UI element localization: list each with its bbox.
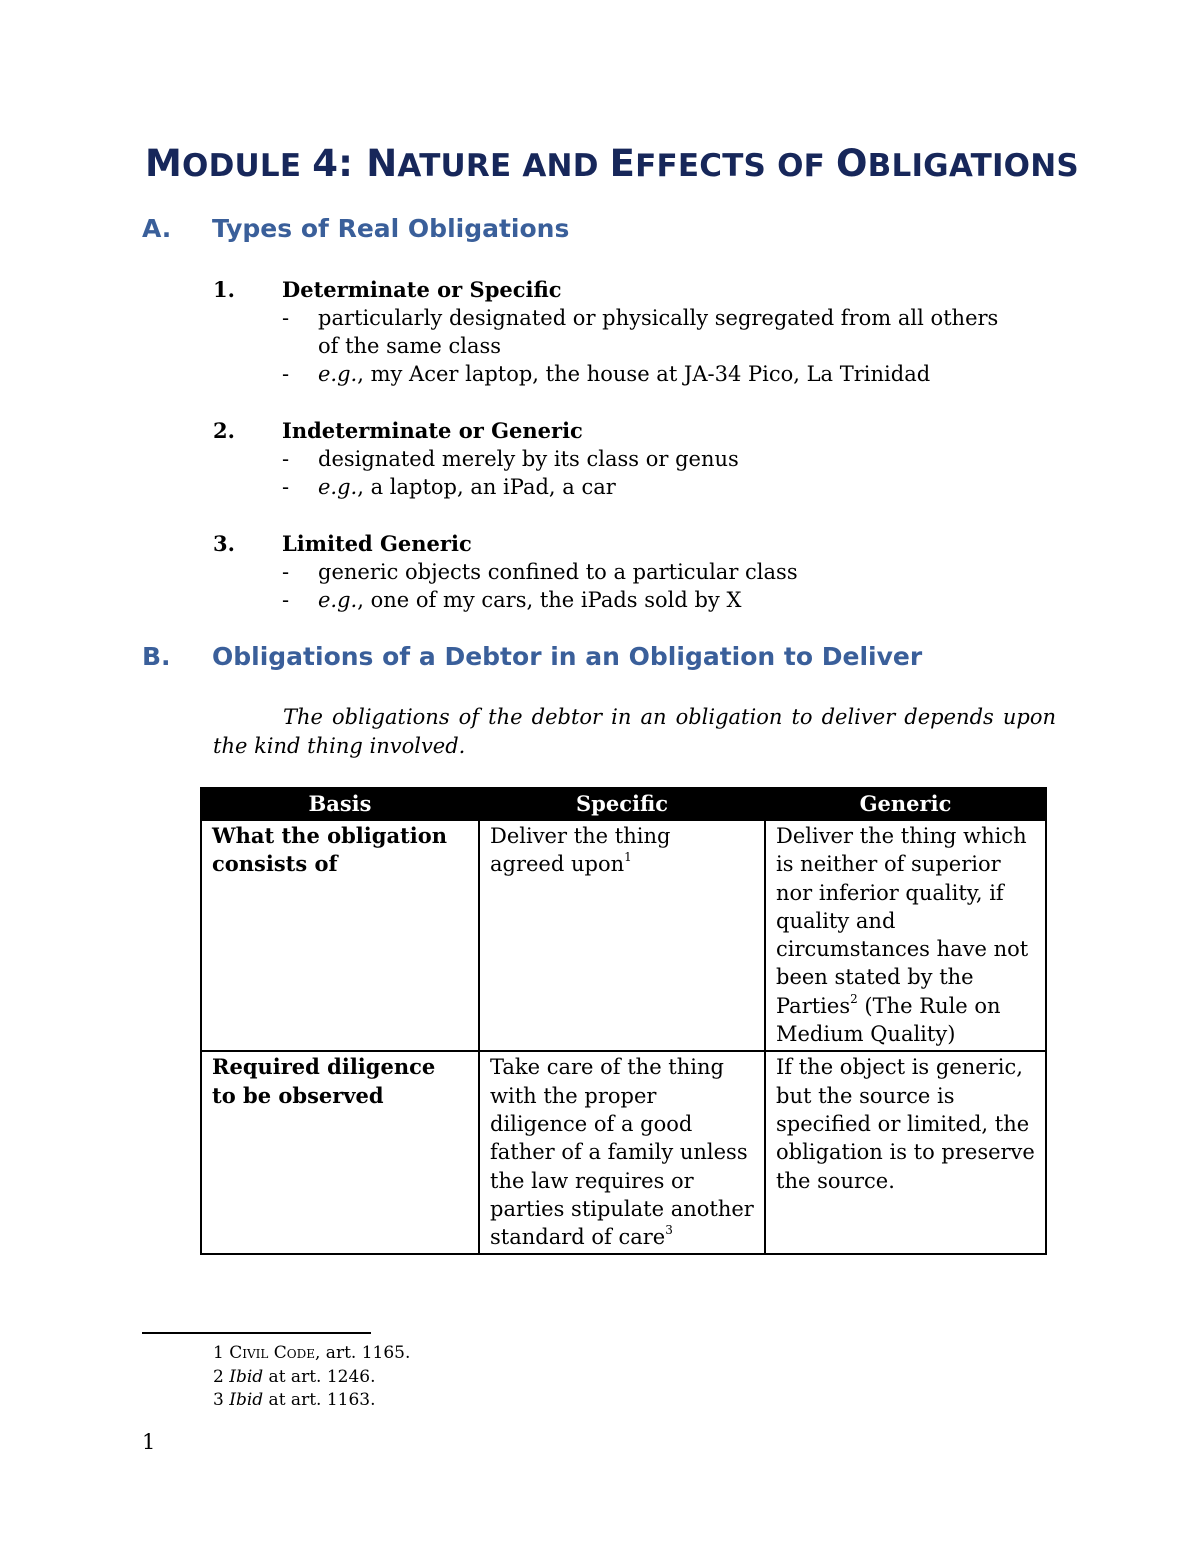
footnotes [213,1342,410,1413]
table-cell-specific: Deliver the thing agreed upon$^1$ [479,820,765,1051]
footnote-ref: 3 [665,1223,673,1238]
table-row [201,1051,1046,1254]
footnote-item: 3 Ibid at art. 1163. [213,1390,376,1410]
table-cell-basis: Required diligence to be observed [201,1051,479,1254]
item-bullet: - particularly designated or physically segregated from all others of the same class [282,306,999,358]
table-header-row [201,788,1046,820]
footnote-item: 1 Civil Code, art. 1165. [213,1343,411,1363]
item-bullet: - generic objects confined to a particular class [282,560,798,584]
footnote-ref: 1 [624,850,632,865]
item-example: - e.g., one of my cars, the iPads sold by X [282,588,742,612]
item-example: - e.g., a laptop, an iPad, a car [282,475,616,499]
footnote-ref: 2 [850,991,858,1006]
table-cell-generic: If the object is generic, but the source is specified or limited, the obligation is to preserve the source. [765,1051,1046,1254]
section-b-title: Obligations of a Debtor in an Obligation to Deliver [212,642,923,671]
table-header-specific: Specific [479,788,765,820]
item-number: 2. [213,418,235,443]
section-b-heading [142,642,922,671]
footnote-item: 2 Ibid at art. 1246. [213,1366,376,1387]
obligations-table [200,787,1047,1255]
table-header-generic: Generic [765,788,1046,820]
page-number: 1 [142,1430,156,1454]
section-a-title: Types of Real Obligations [212,214,570,243]
table-cell-basis: What the obligation consists of [201,820,479,1051]
table-cell-specific: Take care of the thing with the proper diligence of a good father of a family unless the law requires or parties stipulate another standard of care$^3$ [479,1051,765,1254]
section-a-letter: A. [142,214,172,243]
item-heading: Limited Generic [282,531,472,556]
table-row [201,820,1046,1051]
item-number: 1. [213,277,235,302]
section-b-letter: B. [142,642,171,671]
table-header-basis: Basis [201,788,479,820]
module-title: MODULE 4: NATURE AND EFFECTS OF OBLIGATIONS [145,142,1079,185]
item-heading: Determinate or Specific [282,277,562,302]
item-heading: Indeterminate or Generic [282,418,583,443]
item-number: 3. [213,531,235,556]
table-cell-generic: Deliver the thing which is neither of superior nor inferior quality, if quality and circumstances have not been stated by the Parties$^2$ (The Rule on Medium Quality) [765,820,1046,1051]
item-bullet: - designated merely by its class or genus [282,447,739,471]
intro-paragraph: The obligations of the debtor in an obligation to deliver depends upon the kind thing involved. [213,705,1056,758]
item-example: - e.g., my Acer laptop, the house at JA-34 Pico, La Trinidad [282,362,931,386]
footnote-separator [142,1332,371,1334]
section-a-heading [142,214,569,243]
